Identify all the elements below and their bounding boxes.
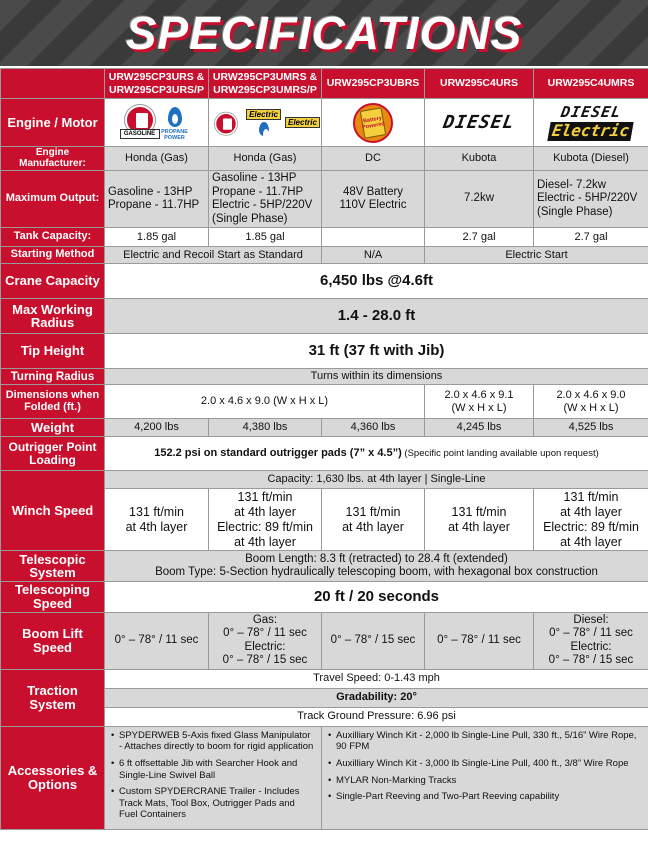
boom-lift-1: 0° – 78° / 11 sec (105, 612, 209, 669)
engine-motor-label: Engine / Motor (1, 99, 105, 147)
winch-capacity-row (1, 471, 648, 489)
dimensions-label: Dimensions when Folded (ft.) (1, 385, 105, 419)
gradability: Gradability: 20° (105, 688, 648, 707)
winch-speed-label: Winch Speed (1, 471, 105, 551)
telescoping-speed-label: Telescoping Speed (1, 582, 105, 612)
travel-speed: Travel Speed: 0-1.43 mph (105, 669, 648, 688)
tank-capacity-3 (322, 228, 425, 247)
accessory-item: • SPYDERWEB 5-Axis fixed Glass Manipulator - Attaches directly to boom for rigid application (111, 730, 315, 753)
model-header-5: URW295C4UMRS (534, 69, 648, 99)
diesel-icon: DIESEL (559, 102, 623, 121)
winch-speed-4: 131 ft/min at 4th layer (425, 489, 534, 551)
accessories-left (105, 726, 322, 829)
diesel-icon: DIESEL (441, 111, 517, 133)
weight-4: 4,245 lbs (425, 419, 534, 437)
tip-height-row (1, 334, 648, 369)
turning-radius-row (1, 369, 648, 385)
maximum-output-label: Maximum Output: (1, 171, 105, 228)
manufacturer-row (1, 147, 648, 171)
engine-icons-5 (534, 99, 648, 147)
crane-capacity-label: Crane Capacity (1, 264, 105, 299)
weight-1: 4,200 lbs (105, 419, 209, 437)
winch-speed-3: 131 ft/min at 4th layer (322, 489, 425, 551)
winch-speed-5: 131 ft/min at 4th layer Electric: 89 ft/min at 4th layer (534, 489, 648, 551)
weight-5: 4,525 lbs (534, 419, 648, 437)
tank-capacity-2: 1.85 gal (209, 228, 322, 247)
boom-lift-5: Diesel: 0° – 78° / 11 sec Electric: 0° – 78° / 15 sec (534, 612, 648, 669)
max-output-3: 48V Battery 110V Electric (322, 171, 425, 228)
telescopic-system-label: Telescopic System (1, 551, 105, 582)
winch-speed-2: 131 ft/min at 4th layer Electric: 89 ft/min at 4th layer (209, 489, 322, 551)
engine-manufacturer-label: Engine Manufacturer: (1, 147, 105, 171)
outrigger-label: Outrigger Point Loading (1, 437, 105, 471)
starting-method-row (1, 247, 648, 264)
boom-lift-2: Gas: 0° – 78° / 11 sec Electric: 0° – 78° / 15 sec (209, 612, 322, 669)
starting-method-label: Starting Method (1, 247, 105, 264)
turning-radius-value: Turns within its dimensions (105, 369, 648, 385)
model-header-4: URW295C4URS (425, 69, 534, 99)
starting-method-c: Electric Start (425, 247, 648, 264)
telescoping-speed-row (1, 582, 648, 612)
max-output-5: Diesel- 7.2kw Electric - 5HP/220V (Single Phase) (534, 171, 648, 228)
max-output-4: 7.2kw (425, 171, 534, 228)
model-header-3: URW295CP3UBRS (322, 69, 425, 99)
traction-travel-row (1, 669, 648, 688)
telescopic-system-row (1, 551, 648, 582)
tip-height-value: 31 ft (37 ft with Jib) (105, 334, 648, 369)
boom-lift-4: 0° – 78° / 11 sec (425, 612, 534, 669)
manufacturer-3: DC (322, 147, 425, 171)
electric-icon: Electric (285, 117, 320, 128)
propane-icon: PROPANE POWER (160, 105, 190, 141)
manufacturer-4: Kubota (425, 147, 534, 171)
max-output-row (1, 171, 648, 228)
max-working-radius-label: Max Working Radius (1, 299, 105, 334)
model-header-row (1, 69, 648, 99)
manufacturer-5: Kubota (Diesel) (534, 147, 648, 171)
crane-capacity-value: 6,450 lbs @4.6ft (105, 264, 648, 299)
accessory-item: • Single-Part Reeving and Two-Part Reeving capability (328, 791, 642, 803)
weight-row (1, 419, 648, 437)
starting-method-a: Electric and Recoil Start as Standard (105, 247, 322, 264)
max-output-1: Gasoline - 13HP Propane - 11.7HP (105, 171, 209, 228)
accessory-item: • MYLAR Non-Marking Tracks (328, 775, 642, 787)
tank-capacity-label: Tank Capacity: (1, 228, 105, 247)
ground-pressure: Track Ground Pressure: 6.96 psi (105, 707, 648, 726)
engine-icons-2 (209, 99, 322, 147)
dimensions-a: 2.0 x 4.6 x 9.0 (W x H x L) (105, 385, 425, 419)
accessory-item: • Custom SPYDERCRANE Trailer - Includes Track Mats, Tool Box, Outrigger Pads and Fuel Containers (111, 786, 315, 821)
boom-type: Boom Type: 5-Section hydraulically telescoping boom, with hexagonal box construction (155, 566, 598, 579)
dimensions-b: 2.0 x 4.6 x 9.1 (W x H x L) (425, 385, 534, 419)
weight-label: Weight (1, 419, 105, 437)
tank-capacity-5: 2.7 gal (534, 228, 648, 247)
accessory-item: • Auxilliary Winch Kit - 2,000 lb Single-Line Pull, 330 ft., 5/16” Wire Rope, 90 FPM (328, 730, 642, 753)
corner-cell (1, 69, 105, 99)
boom-lift-row (1, 612, 648, 669)
telescoping-speed-value: 20 ft / 20 seconds (105, 582, 648, 612)
dimensions-c: 2.0 x 4.6 x 9.0 (W x H x L) (534, 385, 648, 419)
starting-method-b: N/A (322, 247, 425, 264)
engine-icons-4 (425, 99, 534, 147)
outrigger-row (1, 437, 648, 471)
crane-capacity-row (1, 264, 648, 299)
max-working-radius-row (1, 299, 648, 334)
engine-row (1, 99, 648, 147)
tank-capacity-row (1, 228, 648, 247)
tank-capacity-1: 1.85 gal (105, 228, 209, 247)
model-header-2: URW295CP3UMRS & URW295CP3UMRS/P (209, 69, 322, 99)
traction-system-label: Traction System (1, 669, 105, 726)
manufacturer-1: Honda (Gas) (105, 147, 209, 171)
header-banner (0, 0, 648, 66)
gasoline-icon (214, 112, 238, 133)
accessories-label: Accessories & Options (1, 726, 105, 829)
spec-table (0, 68, 648, 830)
accessory-item: • 6 ft offsettable Jib with Searcher Hook and Single-Line Swivel Ball (111, 758, 315, 781)
propane-icon (259, 122, 269, 136)
boom-length: Boom Length: 8.3 ft (retracted) to 28.4 ft (extended) (245, 552, 508, 565)
winch-speed-1: 131 ft/min at 4th layer (105, 489, 209, 551)
manufacturer-2: Honda (Gas) (209, 147, 322, 171)
page-title: SPECIFICATIONS (125, 7, 523, 59)
outrigger-note: (Specific point landing available upon request) (401, 448, 599, 460)
winch-capacity: Capacity: 1,630 lbs. at 4th layer | Single-Line (105, 471, 648, 489)
model-header-1: URW295CP3URS & URW295CP3URS/P (105, 69, 209, 99)
boom-lift-label: Boom Lift Speed (1, 612, 105, 669)
tank-capacity-4: 2.7 gal (425, 228, 534, 247)
weight-2: 4,380 lbs (209, 419, 322, 437)
boom-lift-3: 0° – 78° / 15 sec (322, 612, 425, 669)
turning-radius-label: Turning Radius (1, 369, 105, 385)
engine-icons-3 (322, 99, 425, 147)
tip-height-label: Tip Height (1, 334, 105, 369)
outrigger-value (105, 437, 648, 471)
accessory-item: • Auxilliary Winch Kit - 3,000 lb Single-Line Pull, 400 ft., 3/8” Wire Rope (328, 758, 642, 770)
electric-icon: Electric (246, 109, 281, 120)
gasoline-icon: GASOLINE (124, 105, 156, 141)
accessories-right (322, 726, 648, 829)
dimensions-row (1, 385, 648, 419)
telescopic-system-value (105, 551, 648, 582)
engine-icons-1 (105, 99, 209, 147)
battery-icon: Battery Powered (353, 103, 393, 143)
max-output-2: Gasoline - 13HP Propane - 11.7HP Electric - 5HP/220V (Single Phase) (209, 171, 322, 228)
electric-icon: Electric (548, 122, 634, 141)
weight-3: 4,360 lbs (322, 419, 425, 437)
accessories-row (1, 726, 648, 829)
max-working-radius-value: 1.4 - 28.0 ft (105, 299, 648, 334)
outrigger-main: 152.2 psi on standard outrigger pads (7” x 4.5”) (154, 447, 402, 460)
